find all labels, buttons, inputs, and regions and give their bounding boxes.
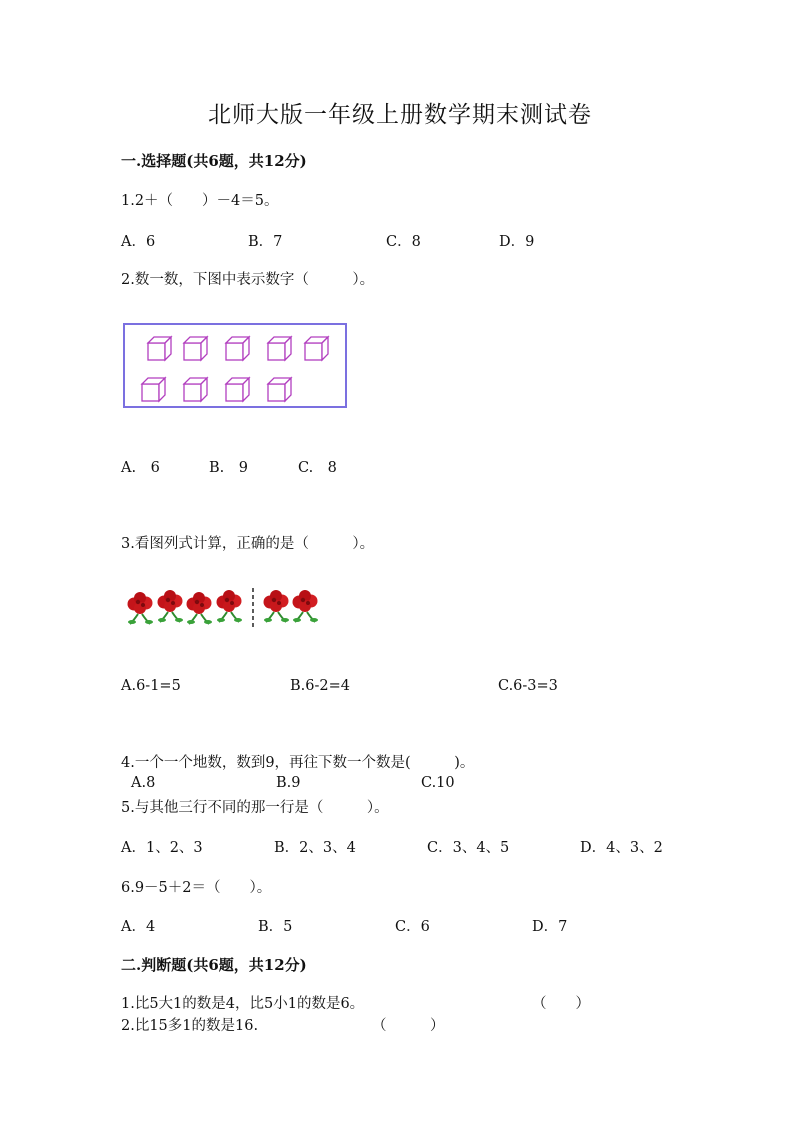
rose-icon <box>187 592 213 624</box>
q5-option-b: B．2、3、4 <box>274 840 356 856</box>
cube-icon <box>184 337 207 360</box>
judgement-2-answer-bracket: （ ） <box>372 1018 445 1034</box>
cube-icon <box>226 378 249 401</box>
section-heading-choice: 一.选择题(共6题，共12分) <box>121 152 307 170</box>
judgement-question-2: 2.比15多1的数是16. <box>121 1018 259 1034</box>
q5-option-d: D．4、3、2 <box>580 840 663 856</box>
q6-option-c: C．6 <box>395 919 430 935</box>
q1-option-c: C．8 <box>386 234 421 250</box>
question-5: 5.与其他三行不同的那一行是（ ）。 <box>121 800 389 816</box>
cube-icon <box>184 378 207 401</box>
cube-icon <box>226 337 249 360</box>
q6-option-d: D．7 <box>532 919 568 935</box>
q5-option-a: A．1、2、3 <box>121 840 203 856</box>
question-3: 3.看图列式计算，正确的是（ ）。 <box>121 536 375 552</box>
cube-icon <box>268 337 291 360</box>
q3-option-a: A.6-1=5 <box>121 678 181 694</box>
q3-option-b: B.6-2=4 <box>290 678 350 694</box>
q3-option-c: C.6-3=3 <box>498 678 558 694</box>
section-heading-judgement: 二.判断题(共6题，共12分) <box>121 956 307 974</box>
q2-option-c: C. 8 <box>298 460 337 476</box>
question-6: 6.9－5＋2＝（ ）。 <box>121 880 272 896</box>
cube-icon <box>305 337 328 360</box>
q1-option-b: B．7 <box>248 234 283 250</box>
q1-option-d: D．9 <box>499 234 535 250</box>
cube-icon <box>268 378 291 401</box>
q6-option-b: B．5 <box>258 919 293 935</box>
judgement-1-answer-bracket: （ ） <box>532 996 590 1012</box>
cube-icon <box>142 378 165 401</box>
flower-picture <box>121 586 326 630</box>
q2-option-b: B. 9 <box>209 460 248 476</box>
question-4: 4.一个一个地数，数到9，再往下数一个数是( )。 <box>121 755 475 771</box>
cube-icon <box>148 337 171 360</box>
page-title: 北师大版一年级上册数学期末测试卷 <box>208 102 592 128</box>
cube-picture <box>125 325 345 406</box>
cube-picture-frame <box>123 323 347 408</box>
q1-option-a: A．6 <box>121 234 156 250</box>
rose-icon <box>217 590 243 622</box>
rose-icon <box>158 590 184 622</box>
q4-option-a: A.8 <box>131 775 156 791</box>
question-2: 2.数一数，下图中表示数字（ ）。 <box>121 272 375 288</box>
rose-icon <box>264 590 290 622</box>
rose-icon <box>293 590 319 622</box>
q4-option-c: C.10 <box>421 775 455 791</box>
judgement-question-1: 1.比5大1的数是4，比5小1的数是6。 <box>121 996 365 1012</box>
q4-option-b: B.9 <box>276 775 301 791</box>
q2-option-a: A. 6 <box>121 460 160 476</box>
rose-icon <box>128 592 154 624</box>
q6-option-a: A．4 <box>121 919 156 935</box>
question-1: 1.2＋（ ）－4＝5。 <box>121 193 279 209</box>
q5-option-c: C．3、4、5 <box>427 840 510 856</box>
